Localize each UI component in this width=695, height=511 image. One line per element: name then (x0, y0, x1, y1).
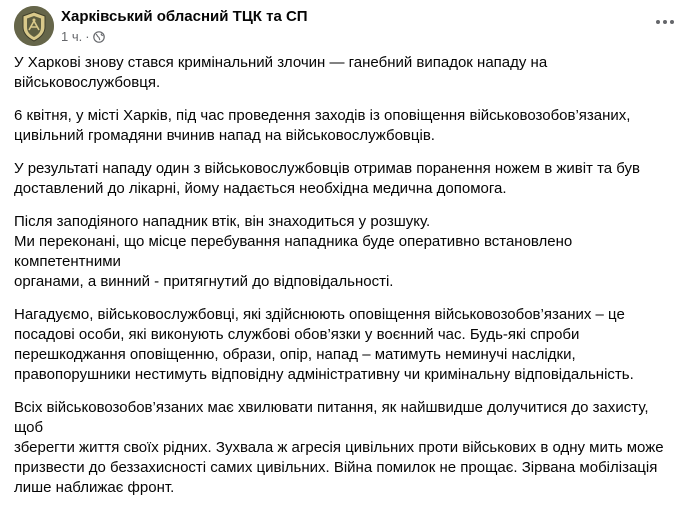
post-header (14, 4, 683, 48)
avatar[interactable] (14, 6, 54, 46)
post-paragraph: У Харкові знову стався кримінальний злочин — ганебний випадок нападу на військовослужбовця. (14, 54, 548, 91)
post-paragraph: Всіх військовозобов’язаних має хвилювати питання, як найшвидше долучитися до захисту, щоб зберегти життя своїх рідних. Зухвала ж агресія цивільних проти військових в одну мить може призвести до беззахисності самих цивільних. Війна помилок не прощає. Зірвана мобілізація лише наближає фронт. (14, 399, 664, 496)
meta-separator: · (85, 29, 90, 44)
military-emblem-icon (14, 6, 54, 46)
page-name[interactable]: Харківський обласний ТЦК та СП (61, 8, 308, 25)
post-time[interactable]: 1 ч. (61, 29, 83, 44)
more-horizontal-icon (656, 20, 660, 24)
globe-icon (93, 31, 105, 43)
post-paragraph: Після заподіяного нападник втік, він знаходиться у розшуку. Ми переконані, що місце перебування нападника буде оперативно встановлено компетентними органами, а винний - притягнутий до відповідальності. (14, 213, 573, 290)
post-text (14, 53, 679, 511)
post-paragraph: 6 квітня, у місті Харків, під час проведення заходів із оповіщення військовозобов’язаних, цивільний громадяни вчинив напад на військовослужбовців. (14, 107, 631, 144)
post-paragraph: Нагадуємо, військовослужбовці, які здійснюють оповіщення військовозобов’язаних – це посадові особи, які виконують службові обов’язки у воєнний час. Будь-які спроби перешкоджання оповіщенню, образи, опір, напад – матимуть неминучі наслідки, правопорушники нестимуть відповідну адміністративну чи кримінальну відповідальність. (14, 306, 634, 383)
post-meta (61, 29, 105, 44)
more-options-button[interactable] (651, 12, 679, 32)
post-paragraph: У результаті нападу один з військовослужбовців отримав поранення ножем в живіт та був доставлений до лікарні, йому надається необхідна медична допомога. (14, 160, 641, 197)
